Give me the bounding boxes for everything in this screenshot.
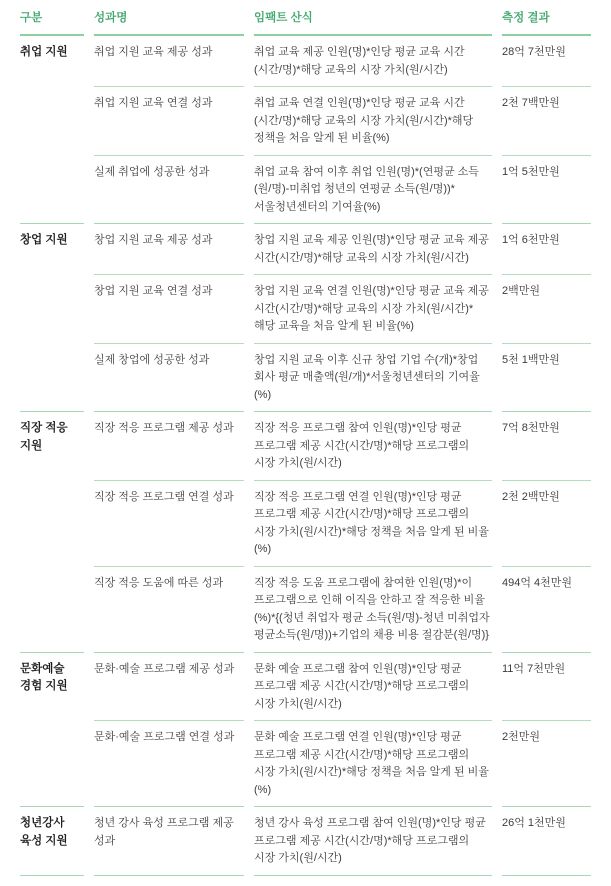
result-cell: 5천 1백만원	[502, 343, 591, 412]
result-cell: 26억 1천만원	[502, 806, 591, 876]
header-row	[20, 2, 591, 36]
result-cell: 28억 7천만원	[502, 46, 566, 58]
result-cell: 494억 4천만원	[502, 566, 591, 652]
col-header-formula: 임팩트 산식	[254, 2, 492, 36]
name-cell: 창업 지원 교육 연결 성과	[94, 274, 244, 343]
result-cell: 2천만원	[502, 720, 591, 806]
impact-measurement-table	[10, 2, 601, 876]
category-cell: 창업 지원	[20, 223, 84, 411]
formula-cell: 청년 강사 육성 프로그램 참여 인원(명)*인당 평균 프로그램 제공 시간(시간/명)*해당 프로그램의 시장 가치(원/시간)	[254, 806, 492, 876]
result-cell: 2천 2백만원	[502, 480, 591, 566]
table-row	[20, 411, 591, 480]
formula-cell: 문화 예술 프로그램 연결 인원(명)*인당 평균 프로그램 제공 시간(시간/명)*해당 프로그램의 시장 가치(원/시간)*해당 정책을 처음 알게 된 비율(%)	[254, 720, 492, 806]
formula-cell: 취업 교육 연결 인원(명)*인당 평균 교육 시간(시간/명)*해당 교육의 시장 가치(원/시간)*해당 정책을 처음 알게 된 비율(%)	[254, 86, 492, 155]
formula-cell: 취업 교육 참여 이후 취업 인원(명)*(연평균 소득(원/명)-미취업 청년의 연평균 소득(원/명))*서울청년센터의 기여율(%)	[254, 155, 492, 224]
name-cell: 취업 지원 교육 연결 성과	[94, 86, 244, 155]
table-row	[20, 343, 591, 412]
formula-cell: 직장 적응 프로그램 참여 인원(명)*인당 평균 프로그램 제공 시간(시간/명)*해당 프로그램의 시장 가치(원/시간)	[254, 411, 492, 480]
formula-cell: 문화 예술 프로그램 참여 인원(명)*인당 평균 프로그램 제공 시간(시간/명)*해당 프로그램의 시장 가치(원/시간)	[254, 652, 492, 721]
formula-cell: 직장 적응 도움 프로그램에 참여한 인원(명)*이 프로그램으로 인해 이직을 안하고 잘 적응한 비율(%)*{(청년 취업자 평균 소득(원/명)-청년 미취업자 평균소득(원/명))+기업의 채용 비용 절감분(원/명)}	[254, 566, 492, 652]
name-cell: 직장 적응 프로그램 제공 성과	[94, 411, 244, 480]
impact-table-body	[20, 36, 591, 876]
name-cell: 실제 창업에 성공한 성과	[94, 343, 244, 412]
result-cell: 7억 8천만원	[502, 411, 591, 480]
category-cell: 직장 적응 지원	[20, 411, 84, 652]
name-cell: 취업 지원 교육 제공 성과	[94, 46, 213, 58]
formula-cell: 직장 적응 프로그램 연결 인원(명)*인당 평균 프로그램 제공 시간(시간/명)*해당 프로그램의 시장 가치(원/시간)*해당 정책을 처음 알게 된 비율(%)	[254, 480, 492, 566]
table-row	[20, 36, 591, 86]
formula-cell: 창업 지원 교육 연결 인원(명)*인당 평균 교육 제공 시간(시간/명)*해당 교육의 시장 가치(원/시간)*해당 교육을 처음 알게 된 비율(%)	[254, 274, 492, 343]
table-row	[20, 274, 591, 343]
table-row	[20, 86, 591, 155]
result-cell: 11억 7천만원	[502, 652, 591, 721]
result-cell: 1억 6천만원	[502, 223, 591, 274]
col-header-category: 구분	[20, 2, 84, 36]
name-cell: 청년 강사 육성 프로그램 제공 성과	[94, 806, 244, 876]
table-header	[20, 2, 591, 36]
table-row	[20, 480, 591, 566]
formula-cell: 창업 지원 교육 제공 인원(명)*인당 평균 교육 제공 시간(시간/명)*해당 교육의 시장 가치(원/시간)	[254, 223, 492, 274]
name-cell: 창업 지원 교육 제공 성과	[94, 223, 244, 274]
name-cell: 직장 적응 도움에 따른 성과	[94, 566, 244, 652]
name-cell: 문화·예술 프로그램 연결 성과	[94, 720, 244, 806]
table-row	[20, 223, 591, 274]
result-cell: 2백만원	[502, 274, 591, 343]
result-cell: 1억 5천만원	[502, 155, 591, 224]
category-cell: 청년강사 육성 지원	[20, 806, 84, 876]
name-cell: 직장 적응 프로그램 연결 성과	[94, 480, 244, 566]
table-row	[20, 652, 591, 721]
category-cell: 문화예술 경험 지원	[20, 652, 84, 807]
formula-cell: 취업 교육 제공 인원(명)*인당 평균 교육 시간(시간/명)*해당 교육의 시장 가치(원/시간)	[254, 46, 465, 76]
table-row	[20, 566, 591, 652]
col-header-result: 측정 결과	[502, 2, 591, 36]
category-cell: 취업 지원	[20, 46, 68, 58]
name-cell: 문화·예술 프로그램 제공 성과	[94, 652, 244, 721]
formula-cell: 창업 지원 교육 이후 신규 창업 기업 수(개)*창업 회사 평균 매출액(원/개)*서울청년센터의 기여율(%)	[254, 343, 492, 412]
table-row	[20, 155, 591, 224]
result-cell: 2천 7백만원	[502, 86, 591, 155]
name-cell: 실제 취업에 성공한 성과	[94, 155, 244, 224]
col-header-name: 성과명	[94, 2, 244, 36]
table-row	[20, 806, 591, 876]
table-row	[20, 720, 591, 806]
